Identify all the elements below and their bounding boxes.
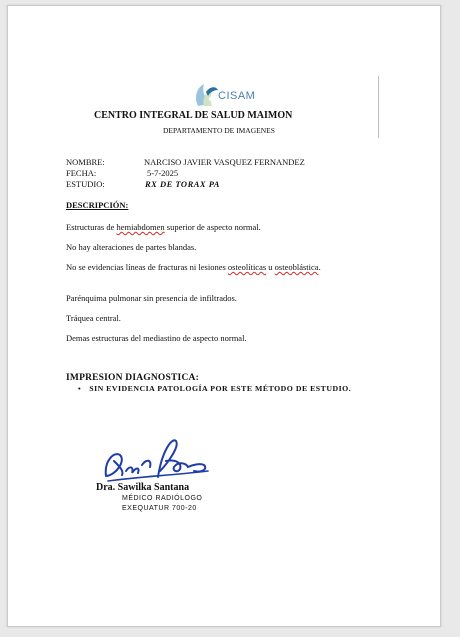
impression-heading: IMPRESION DIAGNOSTICA: [66, 373, 199, 383]
doctor-title: MÉDICO RADIÓLOGO [122, 495, 203, 502]
finding-1 [66, 222, 366, 232]
impression-item: • SIN EVIDENCIA PATOLOGÍA POR ESTE MÉTODO DE ESTUDIO. [78, 384, 351, 393]
finding-2: No hay alteraciones de partes blandas. [66, 242, 197, 252]
study-value: RX DE TORAX PA [145, 179, 220, 189]
finding-4: Parénquima pulmonar sin presencia de infiltrados. [66, 293, 237, 303]
finding-5: Tráquea central. [66, 313, 121, 323]
finding-3-part-a: No se evidencias líneas de fracturas ni lesiones [66, 262, 228, 272]
finding-6: Demas estructuras del mediastino de aspecto normal. [66, 333, 247, 343]
finding-1-part-a: Estructuras de [66, 222, 117, 232]
finding-1-part-b: hemiabdomen [116, 222, 165, 232]
date-label: FECHA: [66, 168, 97, 178]
finding-3-part-c: u [266, 262, 275, 272]
finding-3-part-d: osteoblástica [274, 262, 319, 272]
finding-3-part-b: osteolíticas [227, 262, 267, 272]
margin-line [378, 76, 379, 138]
doctor-exequatur: EXEQUATUR 700-20 [122, 505, 197, 512]
name-label: NOMBRE: [66, 157, 105, 167]
study-label: ESTUDIO: [66, 179, 105, 189]
document-page [7, 5, 441, 627]
description-heading: DESCRIPCIÓN: [66, 200, 129, 210]
signature-icon [96, 431, 216, 486]
name-value: NARCISO JAVIER VASQUEZ FERNANDEZ [144, 157, 305, 167]
logo-text: CISAM [218, 90, 256, 102]
finding-3 [66, 262, 366, 272]
finding-3-part-e: . [318, 262, 321, 272]
department-name: DEPARTAMENTO DE IMAGENES [163, 126, 275, 135]
finding-1-part-c: superior de aspecto normal. [164, 222, 261, 232]
organization-name: CENTRO INTEGRAL DE SALUD MAIMON [94, 110, 293, 121]
doctor-name: Dra. Sawilka Santana [96, 482, 190, 493]
date-value: 5-7-2025 [147, 168, 179, 178]
